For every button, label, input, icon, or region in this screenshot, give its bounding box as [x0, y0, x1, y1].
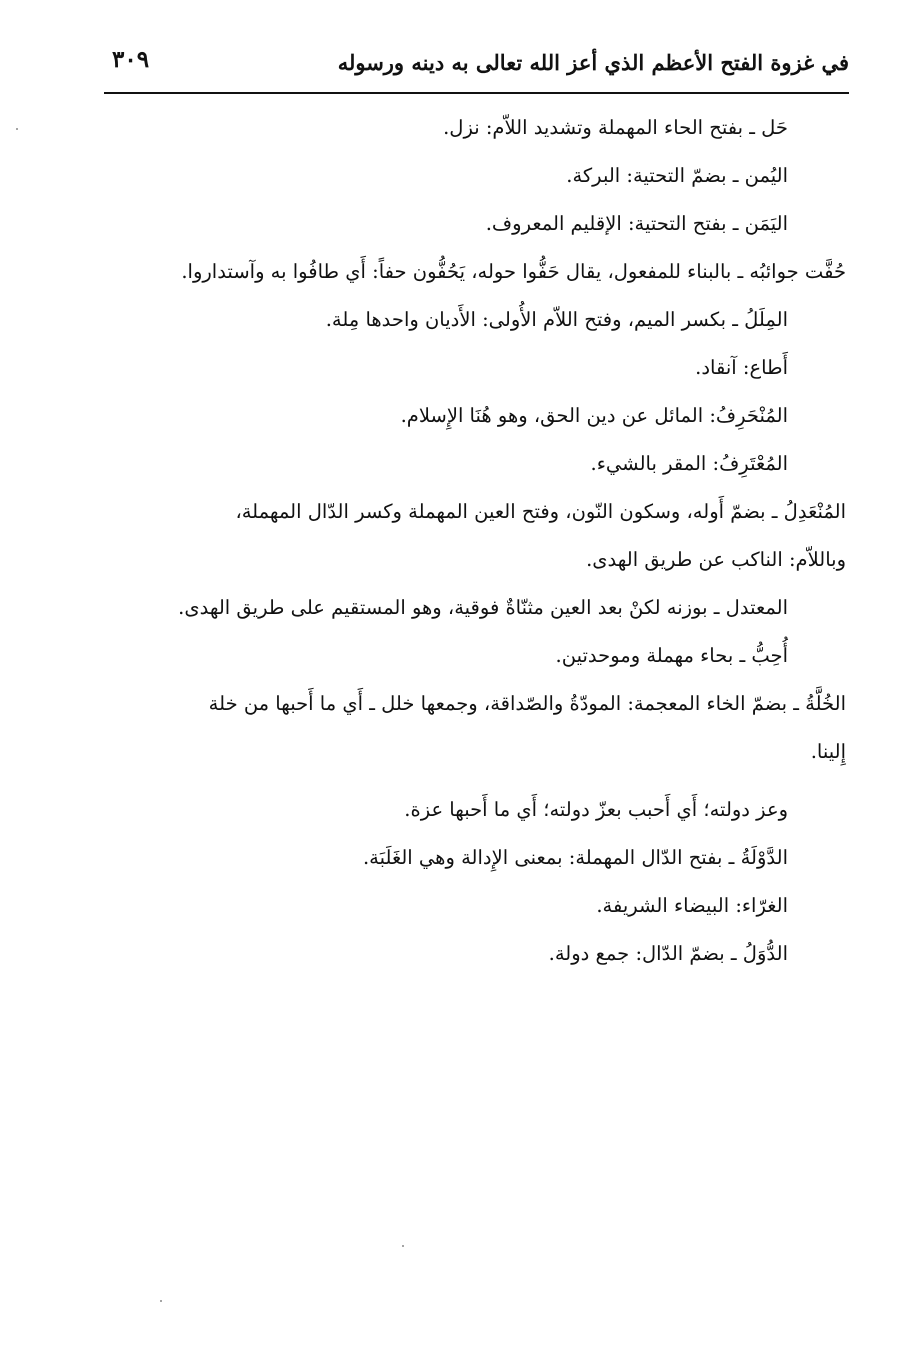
glossary-entry: المعتدل ـ بوزنه لكنْ بعد العين مثنّاةٌ فوقية، وهو المستقيم على طريق الهدى.: [178, 596, 788, 619]
running-header-title: في غزوة الفتح الأعظم الذي أعز الله تعالى به دينه ورسوله: [337, 50, 849, 75]
glossary-entry: الدَّوْلَةُ ـ بفتح الدّال المهملة: بمعنى الإِدالة وهي الغَلَبَة.: [362, 846, 788, 869]
scan-speck: [16, 128, 18, 130]
glossary-entry: اليَمَن ـ بفتح التحتية: الإقليم المعروف.: [485, 212, 788, 235]
glossary-entry: المُعْتَرِفُ: المقر بالشيء.: [590, 452, 788, 475]
scan-speck: [160, 1300, 162, 1302]
glossary-entry-continuation: إِلينا.: [810, 740, 846, 763]
glossary-entry: الغرّاء: البيضاء الشريفة.: [596, 894, 788, 917]
glossary-entry: المُنْحَرِفُ: المائل عن دين الحق، وهو هُنَا الإِسلام.: [400, 404, 788, 427]
glossary-entry-continuation: وباللاّم: الناكب عن طريق الهدى.: [586, 548, 846, 571]
glossary-entry: أُحِبُّ ـ بحاء مهملة وموحدتين.: [555, 644, 788, 667]
running-header: [104, 46, 849, 92]
glossary-entry: الدُّوَلُ ـ بضمّ الدّال: جمع دولة.: [548, 942, 788, 965]
glossary-entry: وعز دولته؛ أَي أَحبب بعزّ دولته؛ أَي ما أَحبها عزة.: [404, 798, 788, 821]
glossary-entry: اليُمن ـ بضمّ التحتية: البركة.: [566, 164, 788, 187]
page-number: ٣٠٩: [112, 46, 150, 73]
glossary-entry: المِلَلُ ـ بكسر الميم، وفتح اللاّم الأُولى: الأَديان واحدها مِلة.: [325, 308, 788, 331]
glossary-entry: الخُلَّةُ ـ بضمّ الخاء المعجمة: المودّةُ والصّداقة، وجمعها خلل ـ أَي ما أَحبها من خلة: [208, 692, 846, 715]
header-rule: [104, 92, 849, 94]
glossary-entry: أَطاع: آنقاد.: [695, 356, 788, 379]
scan-speck: [402, 1245, 404, 1247]
glossary-entry: المُنْعَدِلُ ـ بضمّ أَوله، وسكون النّون، وفتح العين المهملة وكسر الدّال المهملة،: [235, 500, 846, 523]
glossary-body: [104, 104, 846, 978]
glossary-entry: حُفَّت جوائبُه ـ بالبناء للمفعول، يقال حَفُّوا حوله، يَحُفُّون حفاً: أَي طافُوا به وآستداروا.: [181, 260, 846, 283]
glossary-entry: حَل ـ بفتح الحاء المهملة وتشديد اللاّم: نزل.: [443, 116, 788, 139]
